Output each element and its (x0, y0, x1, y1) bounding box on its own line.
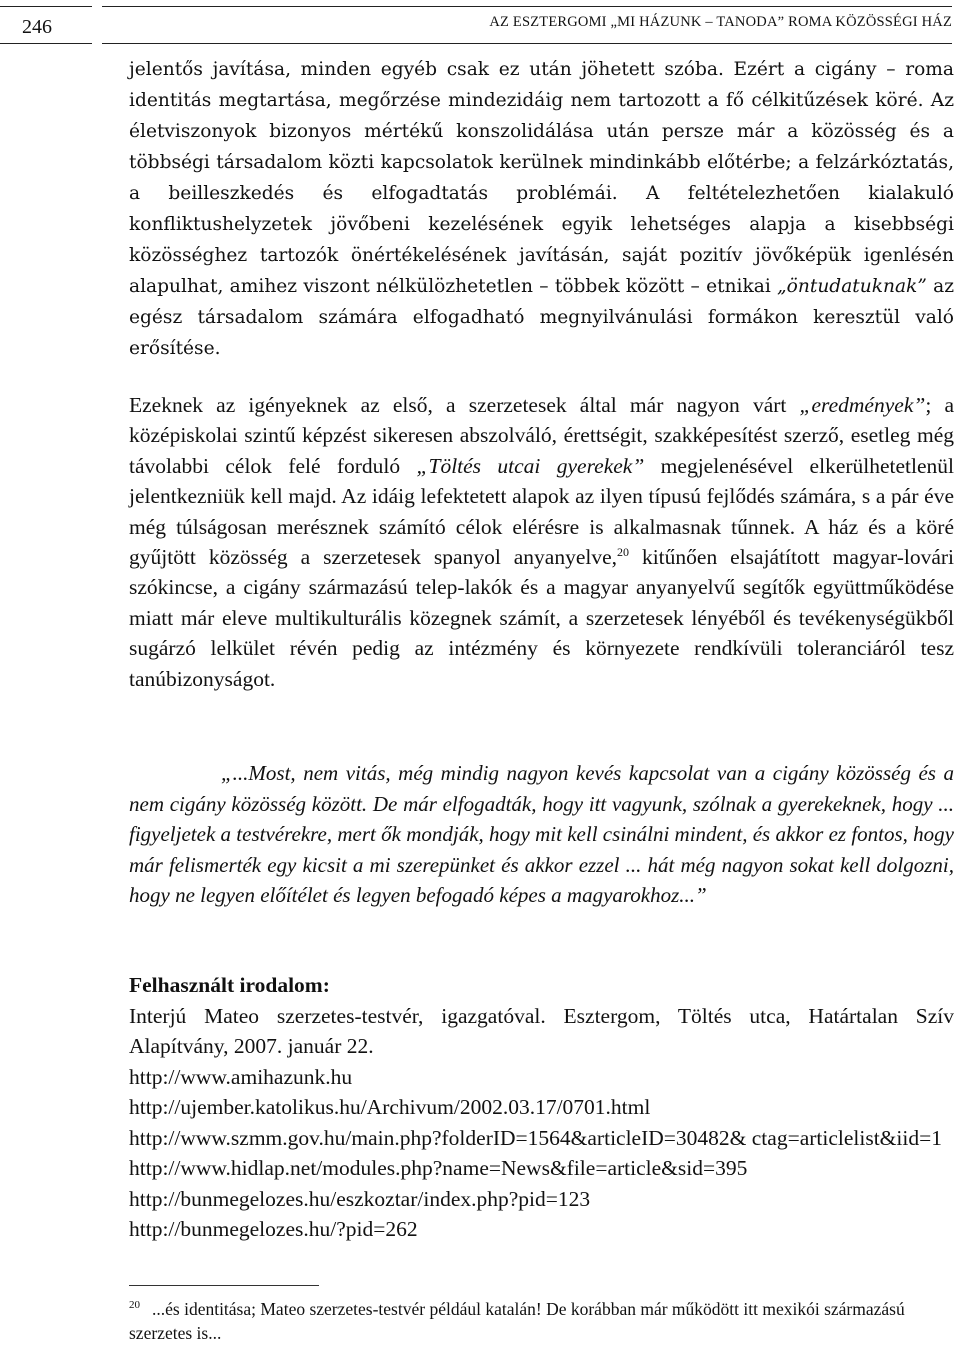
body-text-segment: megjelenésével elkerülhetetlenül jelentkezniük kell majd. Az idáig lefektetett alapok az ilyen típusú fejlődés számára, s a pár éve még túlságosan merésznek számító célok elérésre is alkalmasnak tűnnek. A ház és a köré gyűjtött közösség a szerzetesek spanyol anyanyelve, (129, 453, 955, 570)
running-header: AZ ESZTERGOMI „MI HÁZUNK – TANODA” ROMA KÖZÖSSÉGI HÁZ (489, 14, 952, 30)
interview-quote (129, 758, 954, 911)
reference-item: Interjú Mateo szerzetes-testvér, igazgatóval. Esztergom, Töltés utca, Határtalan Szív Alapítvány, 2007. január 22. (129, 1003, 954, 1058)
footnote-text: ...és identitása; Mateo szerzetes-testvér például katalán! De korábban már működött itt mexikói származású szerzetes is... (129, 1298, 905, 1343)
footnote-number: 20 (129, 1299, 140, 1311)
body-text-segment: jelentős javítása, minden egyéb csak ez után jöhetett szóba. Ezért a cigány – roma identitás megtartása, megőrzése mindezidáig nem tartozott a fő célkitűzések köré. Az életviszonyok bizonyos mértékű konszolidálása után persze már a közösség és a többségi társadalom közti kapcsolatok kerülnek mindinkább előtérbe; a felzárkóztatás, a beilleszkedés és elfogadtatás problémái. A feltételezhetően kialakuló konfliktushelyzetek jövőbeni kezelésének egyik lehetséges alapja a kisebbségi közösséghez tartozók önértékelésének javításán, saját pozitív jövőképük igenlésén alapulhat, amihez viszont nélkülözhetetlen – többek között – etnikai (129, 59, 954, 297)
body-text-segment: kitűnően elsajátított magyar-lovári szókincse, a cigány származású telep-lakók és a magyar anyanyelvű segítők együttműködése miatt már eleve multikulturális közegnek számít, a szerzetesek lényéből és tevékenységükből sugárzó lelkület révén pedig az intézmény és környezete rendkívüli toleranciáról tesz tanúbizonyságot. (129, 545, 954, 691)
references-heading: Felhasznált irodalom: (129, 973, 330, 997)
emphasis-text: „öntudatuknak” (777, 276, 927, 297)
body-paragraph-2 (129, 390, 954, 694)
quote-text: „...Most, nem vitás, még mindig nagyon kevés kapcsolat van a cigány közösség és a nem cigány közösség között. De már elfogadták, hogy itt vagyunk, szólnak a gyerekeknek, hogy ... figyeljetek a testvérekre, mert ők mondják, hogy mit kell csinálni mindent, és akkor ez fontos, hogy már felismerték egy kicsit a mi szerepünket és akkor ezzel ... hát még nagyon sokat kell dolgozni, hogy ne legyen előítélet és legyen befogadó képes a magyarokhoz...” (129, 761, 954, 907)
emphasis-text: „Töltés utcai gyerekek” (416, 453, 645, 478)
reference-link[interactable]: http://www.hidlap.net/modules.php?name=News&file=article&sid=395 (129, 1156, 748, 1180)
reference-link[interactable]: http://www.amihazunk.hu (129, 1064, 353, 1089)
emphasis-text: „eredmények” (799, 393, 926, 417)
body-text-segment: Ezeknek az igényeknek az első, a szerzetesek által már nagyon várt (129, 393, 800, 417)
page-number: 246 (22, 16, 52, 38)
reference-link[interactable]: http://bunmegelozes.hu/eszkoztar/index.php?pid=123 (129, 1186, 591, 1211)
reference-link[interactable]: http://ujember.katolikus.hu/Archivum/2002.03.17/0701.html (129, 1095, 651, 1119)
footnote-rule (129, 1285, 319, 1286)
body-paragraph-1 (129, 54, 954, 364)
body-text-segment: ; a középiskolai szintű képzést sikeresen abszolváló, érettségit, szakképesítést szerző, esetleg még távolabbi célok felé forduló (129, 393, 954, 478)
reference-link[interactable]: http://bunmegelozes.hu/?pid=262 (129, 1217, 418, 1241)
reference-link[interactable]: http://www.szmm.gov.hu/main.php?folderID=1564&articleID=30482& ctag=articlelist&iid=1 (129, 1125, 942, 1150)
body-text-segment: az egész társadalom számára elfogadható megnyilvánulási formákon keresztül való erősítése. (129, 276, 954, 359)
footnote-reference[interactable]: 20 (617, 544, 630, 559)
references-section (129, 970, 954, 1245)
footnote (129, 1293, 954, 1345)
page-number-box (0, 6, 92, 44)
